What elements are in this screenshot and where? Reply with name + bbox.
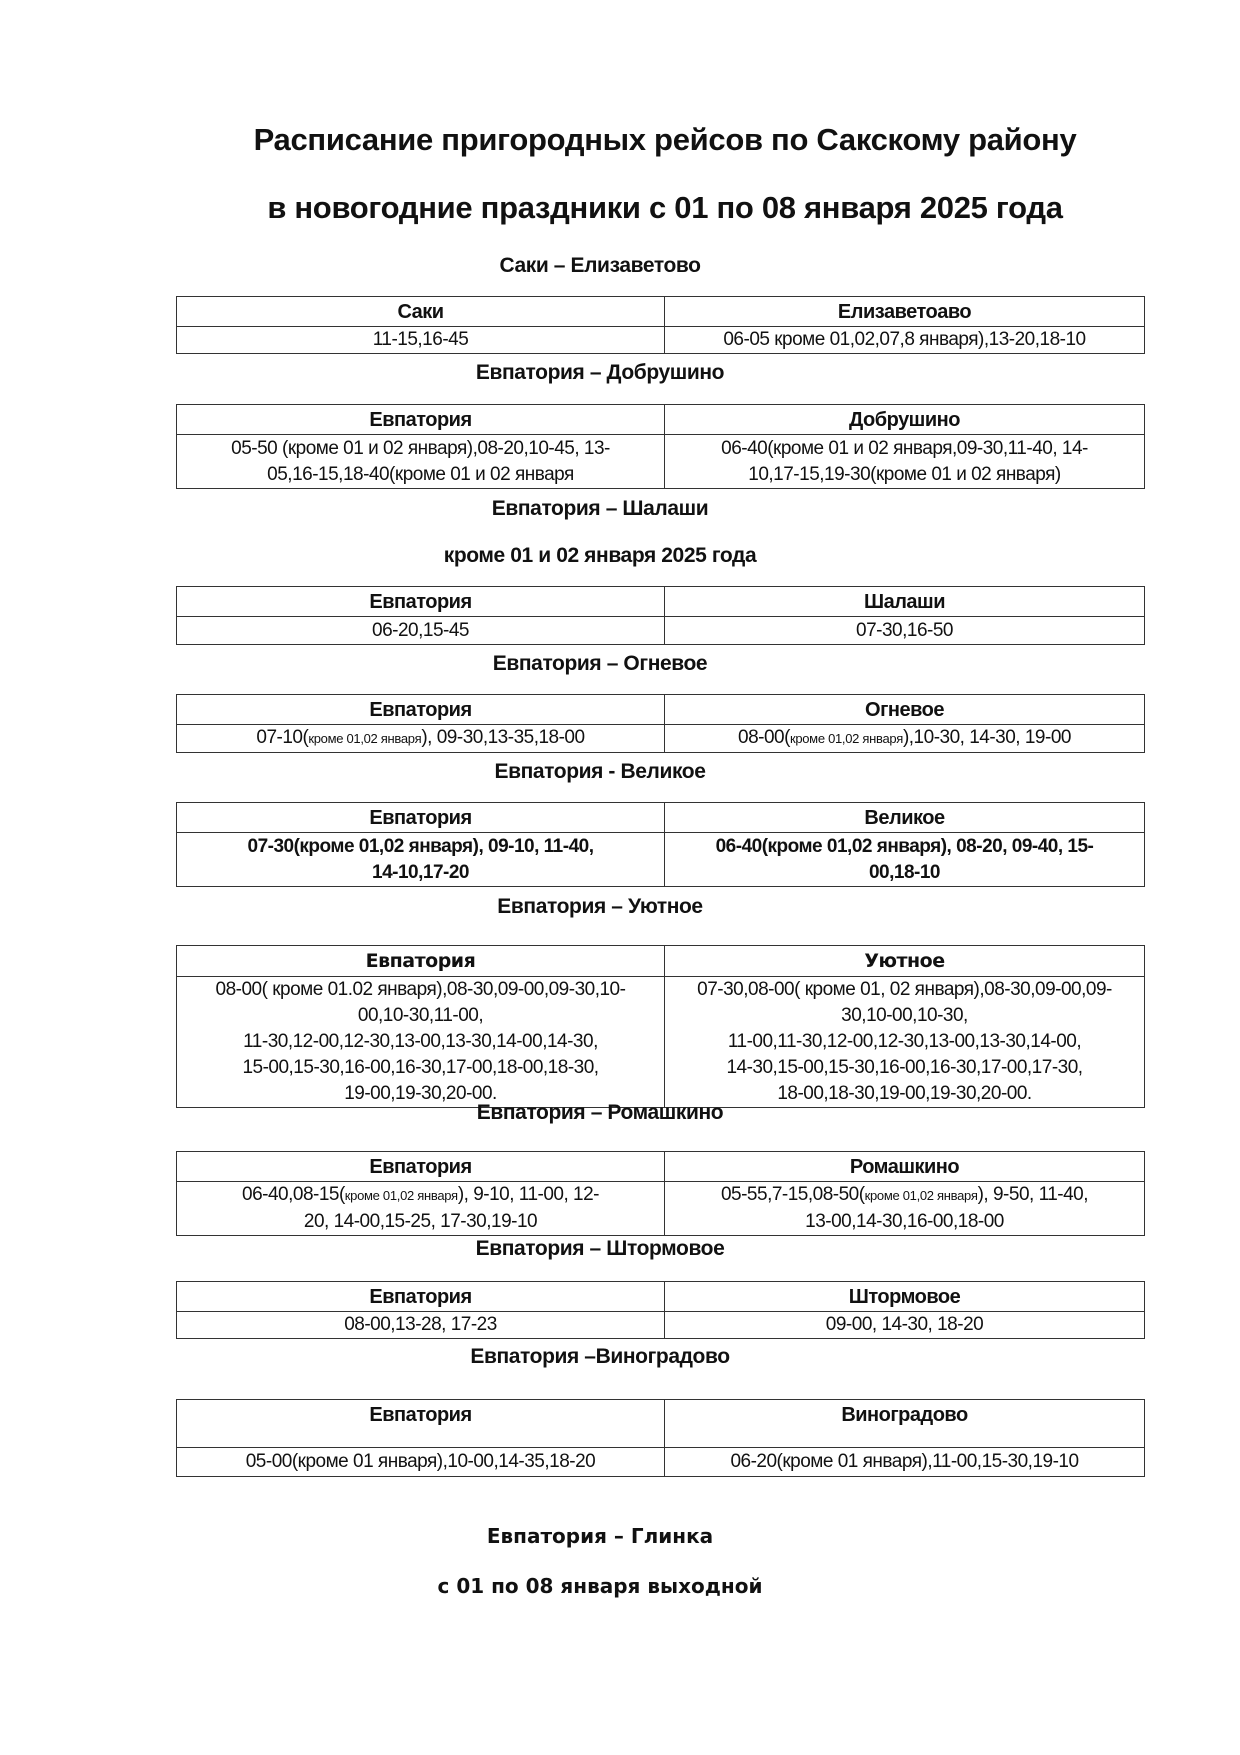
times-line: 20, 14-00,15-25, 17-30,19-10 [303, 1211, 538, 1232]
schedule-table-evpatoria-vinogradovo [176, 1399, 1145, 1477]
exception-note: кроме 01,02 января [789, 731, 903, 746]
departure-times-origin [177, 977, 665, 1108]
column-header-destination: Огневое [665, 695, 1145, 725]
times-text: ),10-30, 14-30, 19-00 [902, 727, 1071, 748]
times-line: 19-00,19-30,20-00. [344, 1083, 497, 1104]
schedule-table-evpatoria-ognevoe [176, 694, 1145, 753]
column-header-origin: Саки [177, 297, 665, 327]
times-line [671, 1182, 1138, 1209]
times-line: 14-30,15-00,15-30,16-00,16-30,17-00,17-30, [726, 1057, 1083, 1078]
departure-times-origin [177, 833, 665, 887]
times-line: 30,10-00,10-30, [841, 1005, 968, 1026]
column-header-destination: Ромашкино [665, 1152, 1145, 1182]
times-line: 18-00,18-30,19-00,19-30,20-00. [777, 1083, 1032, 1104]
departure-times-destination [665, 1182, 1145, 1236]
schedule-table-evpatoria-shtormovoe [176, 1281, 1145, 1339]
column-header-destination: Виноградово [665, 1400, 1145, 1448]
route-title-evpatoria-glinka: Евпатория – Глинка [486, 1524, 714, 1548]
column-header-destination: Штормовое [665, 1282, 1145, 1312]
times-line: 11-30,12-00,12-30,13-00,13-30,14-00,14-30, [243, 1031, 598, 1052]
departure-times-destination: 06-40(кроме 01 и 02 января,09-30,11-40, 14-10,17-15,19-30(кроме 01 и 02 января) [665, 435, 1145, 489]
times-line: 00,18-10 [868, 861, 940, 883]
route-title-evpatoria-uyutnoe: Евпатория – Уютное [497, 895, 703, 918]
route-title-evpatoria-shtormovoe: Евпатория – Штормовое [475, 1237, 725, 1260]
route-note-glinka: с 01 по 08 января выходной [437, 1574, 763, 1598]
document-title-line2: в новогодние праздники с 01 по 08 января 2025 года [267, 190, 1063, 225]
departure-times-origin: 05-00(кроме 01 января),10-00,14-35,18-20 [177, 1448, 665, 1477]
times-text: 08-00( [738, 727, 790, 748]
times-text: 07-10( [256, 727, 309, 748]
times-text: 05-55,7-15,08-50( [720, 1184, 865, 1205]
column-header-destination: Добрушино [665, 405, 1145, 435]
schedule-table-evpatoria-velikoe [176, 802, 1145, 887]
column-header-origin: Евпатория [177, 946, 665, 977]
times-text: ), 9-50, 11-40, [977, 1184, 1089, 1205]
times-line: 14-10,17-20 [372, 861, 469, 883]
route-note-shalashi: кроме 01 и 02 января 2025 года [443, 544, 757, 567]
departure-times-destination [665, 725, 1145, 753]
route-title-evpatoria-romashkino: Евпатория – Ромашкино [476, 1101, 724, 1124]
times-line: 11-00,11-30,12-00,12-30,13-00,13-30,14-00, [727, 1031, 1082, 1052]
times-text: 06-40,08-15( [242, 1184, 345, 1205]
times-line [183, 1182, 658, 1209]
departure-times-origin: 06-20,15-45 [177, 617, 665, 645]
times-line: 13-00,14-30,16-00,18-00 [805, 1211, 1004, 1232]
column-header-origin: Евпатория [177, 587, 665, 617]
route-title-evpatoria-dobrushino: Евпатория – Добрушино [475, 361, 725, 384]
departure-times-origin: 11-15,16-45 [177, 327, 665, 354]
departure-times-origin: 08-00,13-28, 17-23 [177, 1312, 665, 1339]
route-title-saki-elizavetovo: Саки – Елизаветово [499, 254, 701, 277]
column-header-destination: Шалаши [665, 587, 1145, 617]
column-header-destination: Елизаветоаво [665, 297, 1145, 327]
column-header-origin: Евпатория [177, 405, 665, 435]
column-header-origin: Евпатория [177, 695, 665, 725]
document-title-line1: Расписание пригородных рейсов по Сакскому району [253, 122, 1077, 157]
schedule-table-evpatoria-romashkino [176, 1151, 1145, 1236]
departure-times-destination: 09-00, 14-30, 18-20 [665, 1312, 1145, 1339]
route-title-evpatoria-velikoe: Евпатория - Великое [494, 760, 706, 783]
column-header-destination: Великое [665, 803, 1145, 833]
times-line: 07-30,08-00( кроме 01, 02 января),08-30,09-00,09- [697, 979, 1112, 1000]
departure-times-destination: 07-30,16-50 [665, 617, 1145, 645]
times-text: ), 09-30,13-35,18-00 [421, 727, 585, 748]
schedule-table-evpatoria-dobrushino [176, 404, 1145, 489]
departure-times-destination: 06-05 кроме 01,02,07,8 января),13-20,18-10 [665, 327, 1145, 354]
route-title-evpatoria-ognevoe: Евпатория – Огневое [492, 652, 708, 675]
route-title-evpatoria-vinogradovo: Евпатория –Виноградово [470, 1345, 730, 1368]
exception-note: кроме 01,02 января [864, 1188, 978, 1203]
departure-times-destination [665, 977, 1145, 1108]
column-header-origin: Евпатория [177, 1400, 665, 1448]
column-header-origin: Евпатория [177, 803, 665, 833]
schedule-table-saki-elizavetovo [176, 296, 1145, 354]
departure-times-destination [665, 833, 1145, 887]
times-line: 08-00( кроме 01.02 января),08-30,09-00,09-30,10- [215, 979, 626, 1000]
schedule-table-evpatoria-uyutnoe [176, 945, 1145, 1108]
exception-note: кроме 01,02 января [308, 731, 422, 746]
times-line: 07-30(кроме 01,02 января), 09-10, 11-40, [247, 835, 594, 857]
departure-times-destination: 06-20(кроме 01 января),11-00,15-30,19-10 [665, 1448, 1145, 1477]
times-text: ), 9-10, 11-00, 12- [457, 1184, 599, 1205]
departure-times-origin [177, 725, 665, 753]
departure-times-origin: 05-50 (кроме 01 и 02 января),08-20,10-45, 13-05,16-15,18-40(кроме 01 и 02 января [177, 435, 665, 489]
exception-note: кроме 01,02 января [344, 1188, 458, 1203]
schedule-table-evpatoria-shalashi [176, 586, 1145, 645]
route-title-evpatoria-shalashi: Евпатория – Шалаши [491, 497, 709, 520]
times-line: 15-00,15-30,16-00,16-30,17-00,18-00,18-30, [242, 1057, 599, 1078]
departure-times-origin [177, 1182, 665, 1236]
times-line: 06-40(кроме 01,02 января), 08-20, 09-40, 15- [715, 835, 1094, 857]
times-line: 00,10-30,11-00, [357, 1005, 484, 1026]
column-header-origin: Евпатория [177, 1152, 665, 1182]
column-header-origin: Евпатория [177, 1282, 665, 1312]
column-header-destination: Уютное [665, 946, 1145, 977]
